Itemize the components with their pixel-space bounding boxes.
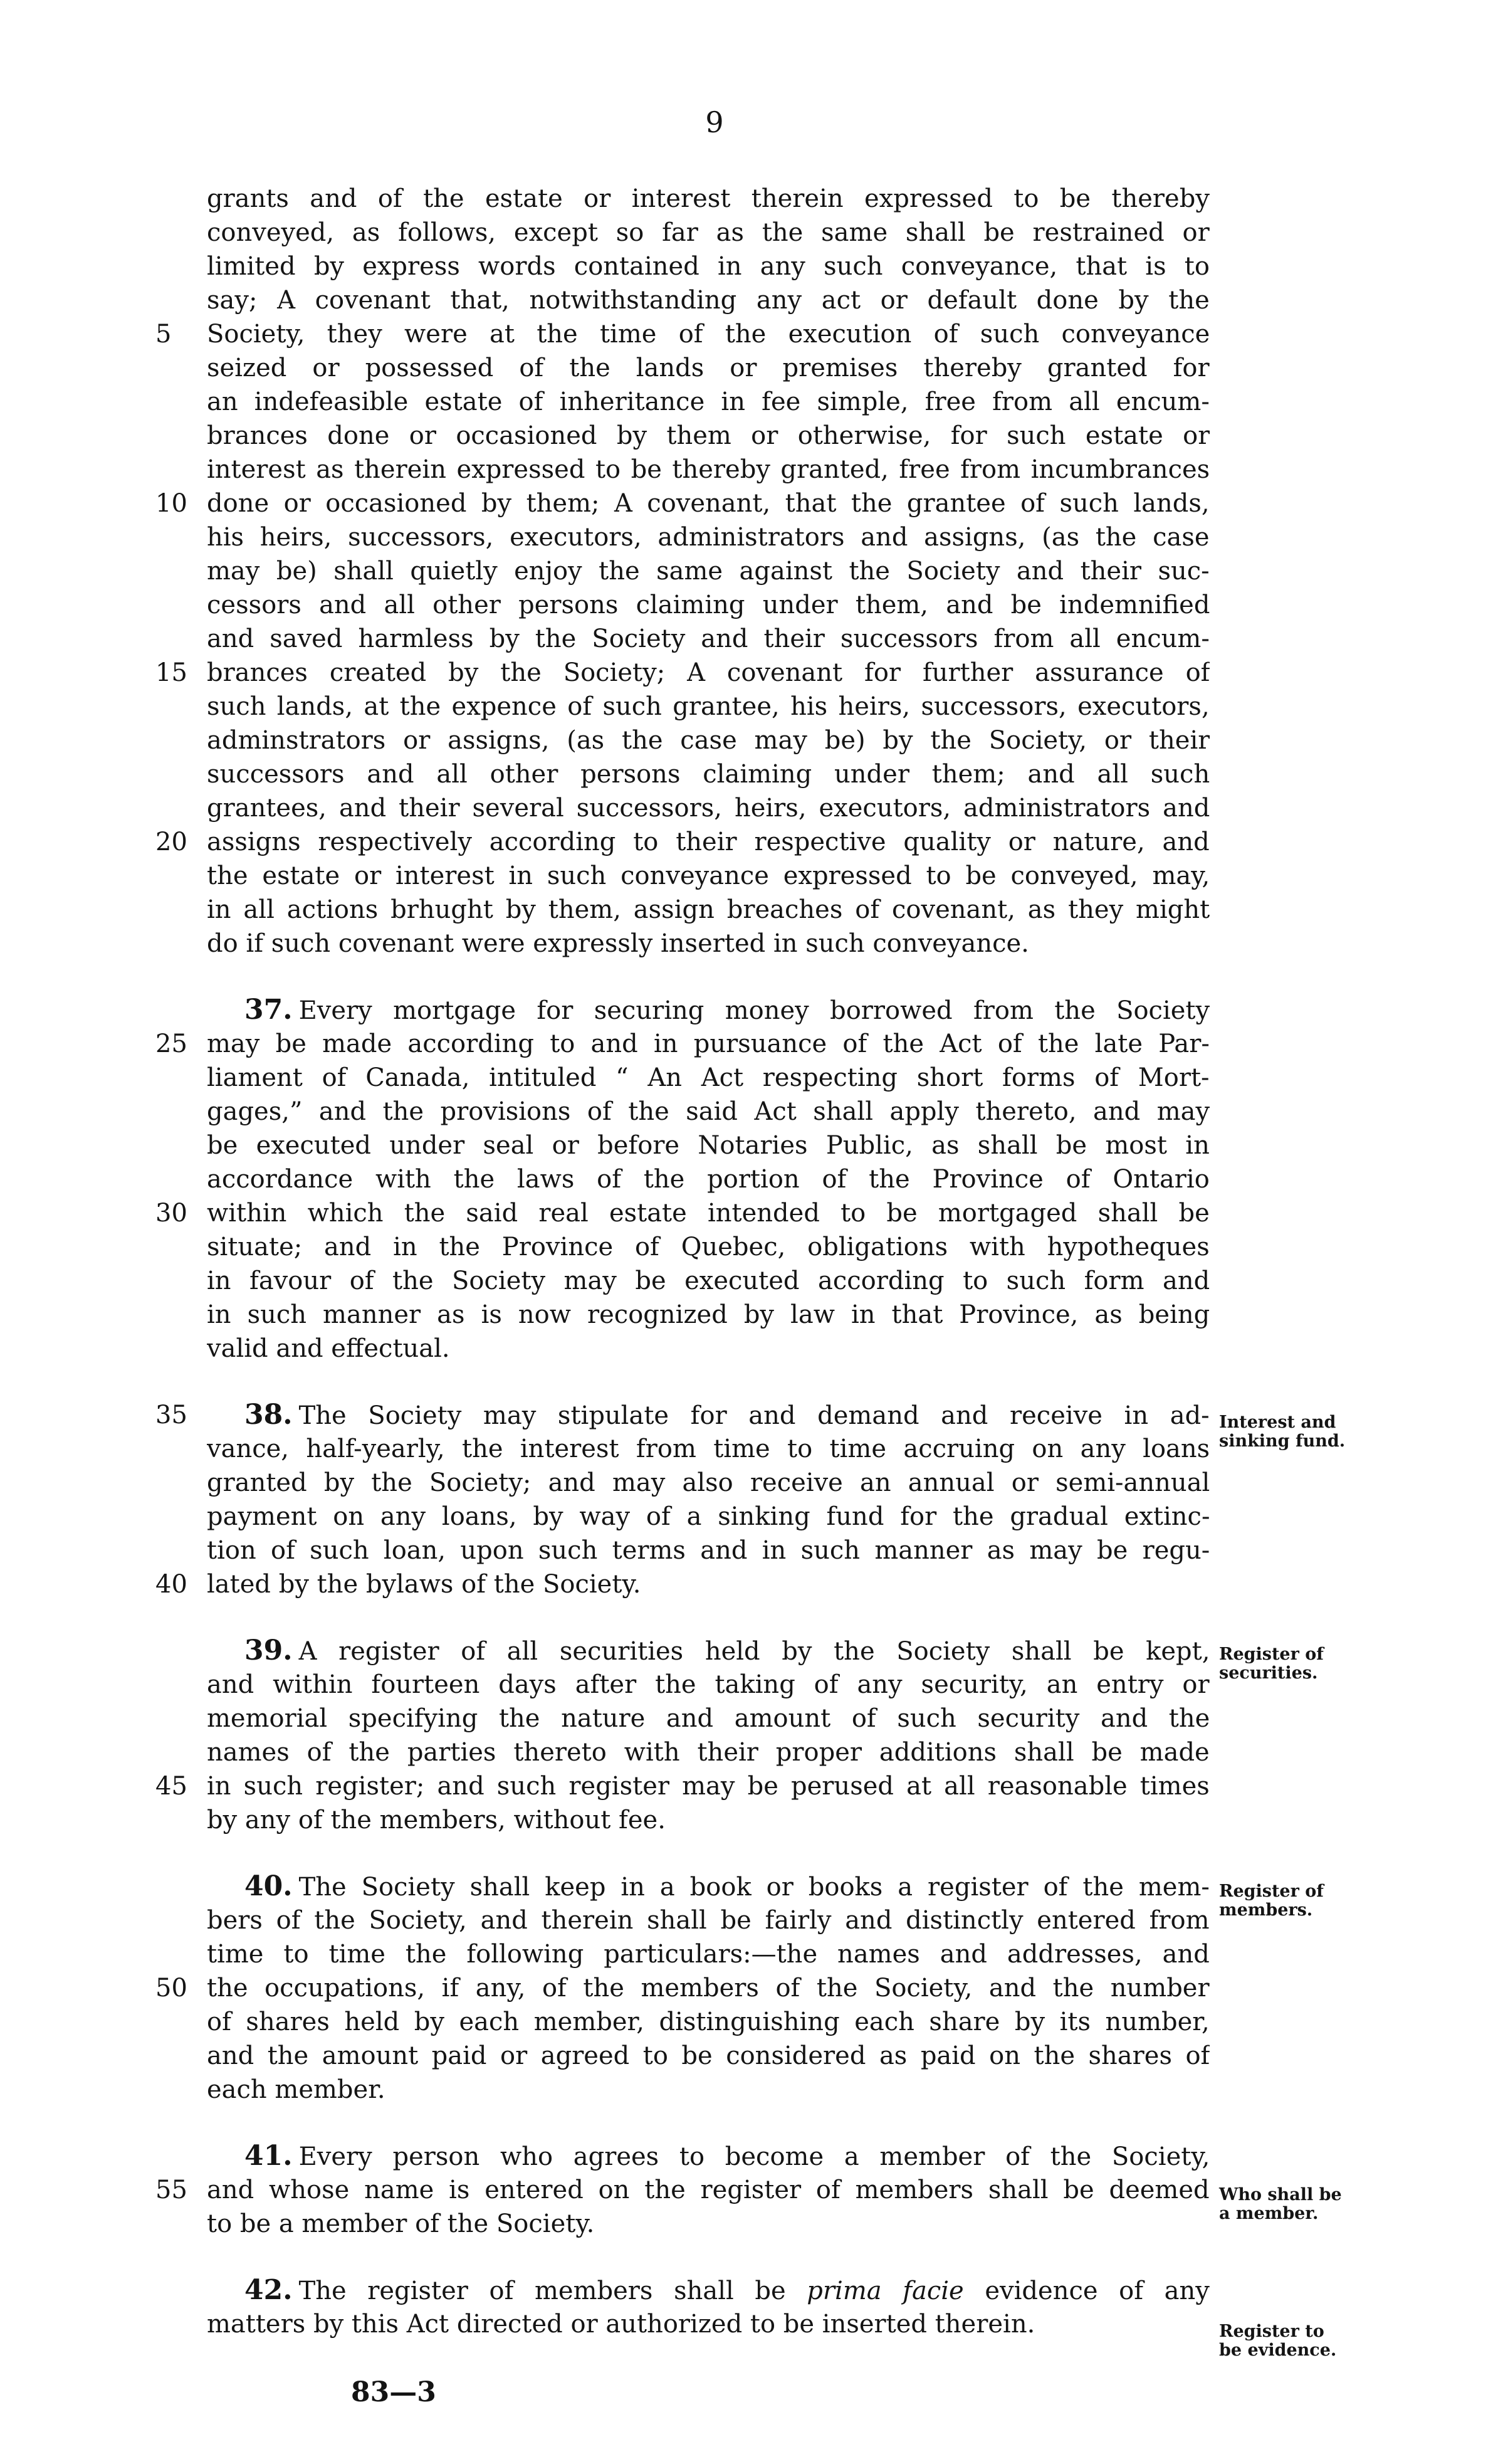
line-number: 45	[155, 1772, 187, 1801]
line-text	[207, 1870, 1210, 1904]
section-number: 40.	[244, 1870, 293, 1902]
line-text: may be made according to and in pursuance of the Act of the late Par-	[207, 1029, 1210, 1058]
text-line	[0, 724, 1503, 757]
line-text	[207, 1398, 1210, 1433]
text-line	[0, 588, 1503, 622]
margin-note-line: Register of	[1219, 1645, 1324, 1664]
line-text: to be a member of the Society.	[207, 2209, 595, 2238]
text-line	[0, 791, 1503, 825]
line-text: the occupations, if any, of the members of the Society, and the number	[207, 1974, 1210, 2003]
line-text: payment on any loans, by way of a sinking fund for the gradual extinc-	[207, 1502, 1210, 1531]
line-text: interest as therein expressed to be thereby granted, free from incumbrances	[207, 455, 1210, 484]
section-text: Every person who agrees to become a member of the Society,	[298, 2142, 1210, 2171]
line-text: by any of the members, without fee.	[207, 1806, 666, 1835]
section-number: 38.	[244, 1399, 293, 1431]
line-number: 10	[155, 489, 187, 518]
text-line	[0, 283, 1503, 317]
text-line	[0, 1196, 1503, 1230]
text-line	[0, 1971, 1503, 2005]
line-text: successors and all other persons claiming under them; and all such	[207, 760, 1210, 789]
line-text: time to time the following particulars:—the names and addresses, and	[207, 1940, 1210, 1969]
text-line	[0, 1567, 1503, 1601]
line-number: 40	[155, 1570, 187, 1599]
page-number: 9	[705, 105, 724, 139]
text-line	[0, 1298, 1503, 1332]
line-text: each member.	[207, 2075, 385, 2104]
text-line	[0, 2273, 1503, 2307]
line-text: brances created by the Society; A covenant for further assurance of	[207, 658, 1210, 687]
text-line	[0, 453, 1503, 487]
text-line	[0, 1162, 1503, 1196]
text-line	[0, 927, 1503, 961]
text-line	[0, 1129, 1503, 1162]
text-line	[0, 385, 1503, 419]
line-number: 30	[155, 1199, 187, 1228]
margin-note-line: sinking fund.	[1219, 1431, 1346, 1451]
line-text: grantees, and their several successors, heirs, executors, administrators and	[207, 794, 1210, 823]
line-text: in all actions brhught by them, assign breaches of covenant, as they might	[207, 895, 1210, 924]
text-line	[0, 757, 1503, 791]
paragraph-gap	[0, 1366, 1503, 1398]
line-text: assigns respectively according to their respective quality or nature, and	[207, 828, 1210, 856]
text-line	[0, 1735, 1503, 1769]
text-line	[0, 825, 1503, 859]
text-line	[0, 419, 1503, 453]
margin-note-who-member	[1219, 2186, 1382, 2223]
text-line	[0, 1264, 1503, 1298]
line-text: accordance with the laws of the portion of the Province of Ontario	[207, 1165, 1210, 1194]
line-text: brances done or occasioned by them or otherwise, for such estate or	[207, 421, 1210, 450]
text-line	[0, 1702, 1503, 1735]
margin-note-line: a member.	[1219, 2204, 1319, 2223]
line-number: 55	[155, 2176, 187, 2204]
section-number: 39.	[244, 1635, 293, 1666]
text-line	[0, 622, 1503, 656]
margin-note-register-members	[1219, 1882, 1382, 1920]
line-text	[207, 1634, 1210, 1668]
section-text: The Society may stipulate for and demand and receive in ad-	[298, 1401, 1210, 1430]
line-number: 5	[155, 320, 172, 349]
section-text: The register of members shall be prima facie evidence of any	[298, 2277, 1210, 2305]
text-line	[0, 1534, 1503, 1567]
italic-phrase: prima facie	[807, 2277, 964, 2305]
line-text: bers of the Society, and therein shall be fairly and distinctly entered from	[207, 1906, 1210, 1935]
margin-note-line: be evidence.	[1219, 2340, 1337, 2360]
line-text: the estate or interest in such conveyance expressed to be conveyed, may,	[207, 861, 1210, 890]
text-line	[0, 317, 1503, 351]
paragraph-gap	[0, 961, 1503, 993]
text-line	[0, 487, 1503, 520]
line-text: done or occasioned by them; A covenant, that the grantee of such lands,	[207, 489, 1210, 518]
line-text: tion of such loan, upon such terms and in such manner as may be regu-	[207, 1536, 1210, 1565]
line-text: in such manner as is now recognized by law in that Province, as being	[207, 1300, 1210, 1329]
line-text: an indefeasible estate of inheritance in fee simple, free from all encum-	[207, 387, 1210, 416]
line-text	[207, 993, 1210, 1028]
text-line	[0, 182, 1503, 216]
text-line	[0, 893, 1503, 927]
section-number: 37.	[244, 994, 293, 1026]
text-line	[0, 993, 1503, 1027]
line-text: may be) shall quietly enjoy the same against the Society and their suc-	[207, 557, 1210, 586]
section-text: A register of all securities held by the Society shall be kept,	[298, 1637, 1210, 1666]
line-text: memorial specifying the nature and amount of such security and the	[207, 1704, 1210, 1733]
line-text: situate; and in the Province of Quebec, obligations with hypotheques	[207, 1233, 1210, 1261]
text-line	[0, 1937, 1503, 1971]
margin-note-line: securities.	[1219, 1663, 1318, 1683]
section-number: 42.	[244, 2274, 293, 2306]
line-text: matters by this Act directed or authorized to be inserted therein.	[207, 2310, 1035, 2339]
paragraph-gap	[0, 1837, 1503, 1870]
line-text: and whose name is entered on the register of members shall be deemed	[207, 2176, 1210, 2204]
line-text: grants and of the estate or interest therein expressed to be thereby	[207, 184, 1210, 213]
line-text: valid and effectual.	[207, 1334, 450, 1363]
line-text: in favour of the Society may be executed according to such form and	[207, 1266, 1210, 1295]
text-line	[0, 1803, 1503, 1837]
text-line	[0, 690, 1503, 724]
line-text: names of the parties thereto with their proper additions shall be made	[207, 1738, 1210, 1767]
line-text: lated by the bylaws of the Society.	[207, 1570, 641, 1599]
margin-note-interest	[1219, 1413, 1382, 1451]
text-line	[0, 1061, 1503, 1095]
text-line	[0, 859, 1503, 893]
text-line	[0, 351, 1503, 385]
line-text: adminstrators or assigns, (as the case may be) by the Society, or their	[207, 726, 1210, 755]
section-text: Every mortgage for securing money borrowed from the Society	[298, 996, 1210, 1025]
text-line	[0, 1466, 1503, 1500]
line-text: granted by the Society; and may also receive an annual or semi-annual	[207, 1468, 1210, 1497]
body-text	[0, 182, 1503, 2341]
line-text: seized or possessed of the lands or premises thereby granted for	[207, 354, 1210, 382]
line-text: vance, half-yearly, the interest from time to time accruing on any loans	[207, 1435, 1210, 1463]
paragraph-gap	[0, 2241, 1503, 2273]
text-line	[0, 1027, 1503, 1061]
text-line	[0, 554, 1503, 588]
text-line	[0, 2073, 1503, 2107]
line-text: such lands, at the expence of such grantee, his heirs, successors, executors,	[207, 692, 1210, 721]
section-text: The Society shall keep in a book or books a register of the mem-	[298, 1873, 1210, 1902]
line-number: 15	[155, 658, 187, 687]
signature-mark: 83—3	[351, 2376, 436, 2408]
line-number: 25	[155, 1029, 187, 1058]
paragraph-gap	[0, 1601, 1503, 1634]
text-line	[0, 250, 1503, 283]
text-line	[0, 1500, 1503, 1534]
text-line	[0, 1769, 1503, 1803]
text-line	[0, 2039, 1503, 2073]
margin-note-line: Interest and	[1219, 1413, 1336, 1432]
section-number: 41.	[244, 2140, 293, 2172]
line-text: be executed under seal or before Notaries Public, as shall be most in	[207, 1131, 1210, 1160]
margin-note-line: Register of	[1219, 1882, 1324, 1901]
line-text: cessors and all other persons claiming under them, and be indemnified	[207, 591, 1210, 619]
line-text: liament of Canada, intituled “ An Act respecting short forms of Mort-	[207, 1063, 1210, 1092]
paragraph-gap	[0, 2107, 1503, 2139]
line-text: Society, they were at the time of the execution of such conveyance	[207, 320, 1210, 349]
text-line	[0, 2139, 1503, 2173]
line-number: 20	[155, 828, 187, 856]
line-text: conveyed, as follows, except so far as the same shall be restrained or	[207, 218, 1210, 247]
line-text: say; A covenant that, notwithstanding any act or default done by the	[207, 286, 1210, 315]
margin-note-line: Who shall be	[1219, 2185, 1342, 2204]
line-number: 50	[155, 1974, 187, 2003]
line-text: within which the said real estate intended to be mortgaged shall be	[207, 1199, 1210, 1228]
line-text	[207, 2273, 1210, 2308]
line-text: and saved harmless by the Society and their successors from all encum-	[207, 624, 1210, 653]
line-text	[207, 2139, 1210, 2174]
line-text: of shares held by each member, distinguishing each share by its number,	[207, 2008, 1210, 2036]
line-text: in such register; and such register may be perused at all reasonable times	[207, 1772, 1210, 1801]
line-text: his heirs, successors, executors, administrators and assigns, (as the case	[207, 523, 1210, 552]
line-text: and the amount paid or agreed to be considered as paid on the shares of	[207, 2041, 1210, 2070]
margin-note-line: members.	[1219, 1900, 1313, 1920]
text-line	[0, 1230, 1503, 1264]
line-text: and within fourteen days after the taking of any security, an entry or	[207, 1670, 1210, 1699]
text-line	[0, 520, 1503, 554]
text-line	[0, 216, 1503, 250]
text-line	[0, 656, 1503, 690]
margin-note-register-securities	[1219, 1645, 1382, 1683]
margin-note-line: Register to	[1219, 2322, 1324, 2341]
line-text: do if such covenant were expressly inserted in such conveyance.	[207, 929, 1029, 958]
line-text: gages,” and the provisions of the said Act shall apply thereto, and may	[207, 1097, 1210, 1126]
text-line	[0, 2005, 1503, 2039]
margin-note-register-evidence	[1219, 2322, 1382, 2360]
line-text: limited by express words contained in any such conveyance, that is to	[207, 252, 1210, 281]
line-number: 35	[155, 1401, 187, 1429]
text-line	[0, 1095, 1503, 1129]
text-line	[0, 1332, 1503, 1366]
